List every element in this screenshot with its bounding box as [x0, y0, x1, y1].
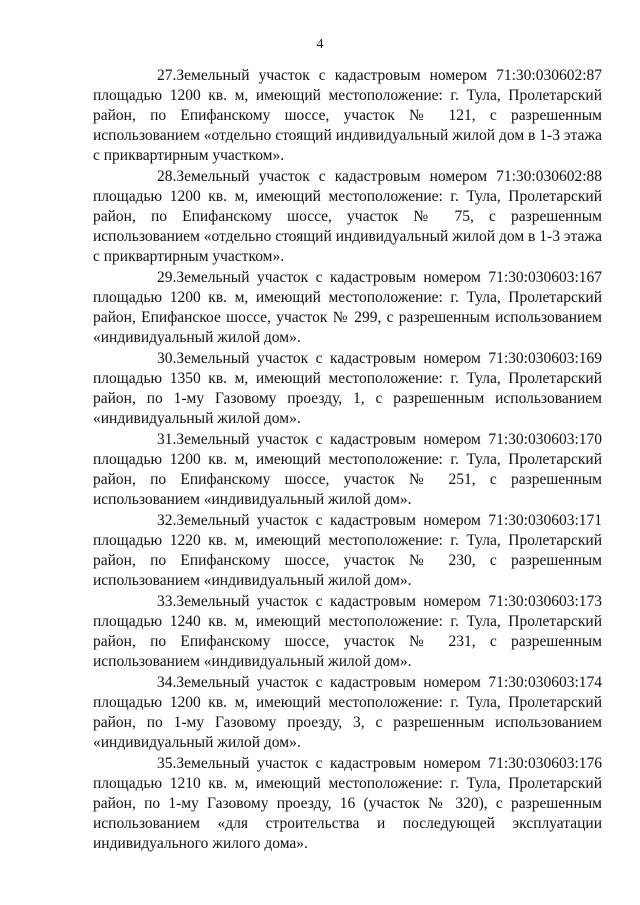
page-number: 4	[316, 37, 324, 52]
item-text: Земельный участок с кадастровым номером 71:30:030602:87 площадью 1200 кв. м, имеющий местоположение: г. Тула, Пролетарский район, по Епифанскому шоссе, участок № 121, с разрешенным использованием «отдельно стоящий индивидуальный жилой дом в 1-3 этажа с приквартирным участком».	[93, 67, 602, 164]
item-text: Земельный участок с кадастровым номером 71:30:030603:174 площадью 1200 кв. м, имеющий местоположение: г. Тула, Пролетарский район, по 1-му Газовому проезду, 3, с разрешенным использованием «индивидуальный жилой дом».	[93, 674, 602, 751]
item-text: Земельный участок с кадастровым номером 71:30:030602:88 площадью 1200 кв. м, имеющий местоположение: г. Тула, Пролетарский район, по Епифанскому шоссе, участок № 75, с разрешенным использованием «отдельно стоящий индивидуальный жилой дом в 1-3 этажа с приквартирным участком».	[93, 168, 602, 265]
item-number: 31.	[157, 431, 177, 448]
item-text: Земельный участок с кадастровым номером 71:30:030603:176 площадью 1210 кв. м, имеющий местоположение: г. Тула, Пролетарский район, по 1-му Газовому проезду, 16 (участок № 320), с разрешенным использованием «для строительства и последующей эксплуатации индивидуального жилого дома».	[93, 755, 602, 852]
list-item	[93, 349, 602, 429]
item-number: 29.	[157, 269, 177, 286]
item-number: 34.	[157, 674, 177, 691]
item-text: Земельный участок с кадастровым номером 71:30:030603:171 площадью 1220 кв. м, имеющий местоположение: г. Тула, Пролетарский район, по Епифанскому шоссе, участок № 230, с разрешенным использованием «индивидуальный жилой дом».	[93, 512, 602, 589]
item-text: Земельный участок с кадастровым номером 71:30:030603:167 площадью 1200 кв. м, имеющий местоположение: г. Тула, Пролетарский район, Епифанское шоссе, участок № 299, с разрешенным использованием «индивидуальный жилой дом».	[93, 269, 602, 346]
item-number: 35.	[157, 755, 177, 772]
item-number: 32.	[157, 512, 177, 529]
list-item	[93, 673, 602, 753]
list-item	[93, 66, 602, 166]
list-item	[93, 167, 602, 267]
item-number: 28.	[157, 168, 177, 185]
item-number: 30.	[157, 350, 177, 367]
list-item	[93, 511, 602, 591]
list-item	[93, 592, 602, 672]
item-text: Земельный участок с кадастровым номером 71:30:030603:169 площадью 1350 кв. м, имеющий местоположение: г. Тула, Пролетарский район, по 1-му Газовому проезду, 1, с разрешенным использованием «индивидуальный жилой дом».	[93, 350, 602, 427]
item-number: 33.	[157, 593, 177, 610]
item-text: Земельный участок с кадастровым номером 71:30:030603:173 площадью 1240 кв. м, имеющий местоположение: г. Тула, Пролетарский район, по Епифанскому шоссе, участок № 231, с разрешенным использованием «индивидуальный жилой дом».	[93, 593, 602, 670]
list-item	[93, 268, 602, 348]
item-number: 27.	[157, 67, 177, 84]
list-item	[93, 430, 602, 510]
list-item	[93, 754, 602, 854]
item-text: Земельный участок с кадастровым номером 71:30:030603:170 площадью 1200 кв. м, имеющий местоположение: г. Тула, Пролетарский район, по Епифанскому шоссе, участок № 251, с разрешенным использованием «индивидуальный жилой дом».	[93, 431, 602, 508]
land-plot-list	[93, 66, 602, 855]
